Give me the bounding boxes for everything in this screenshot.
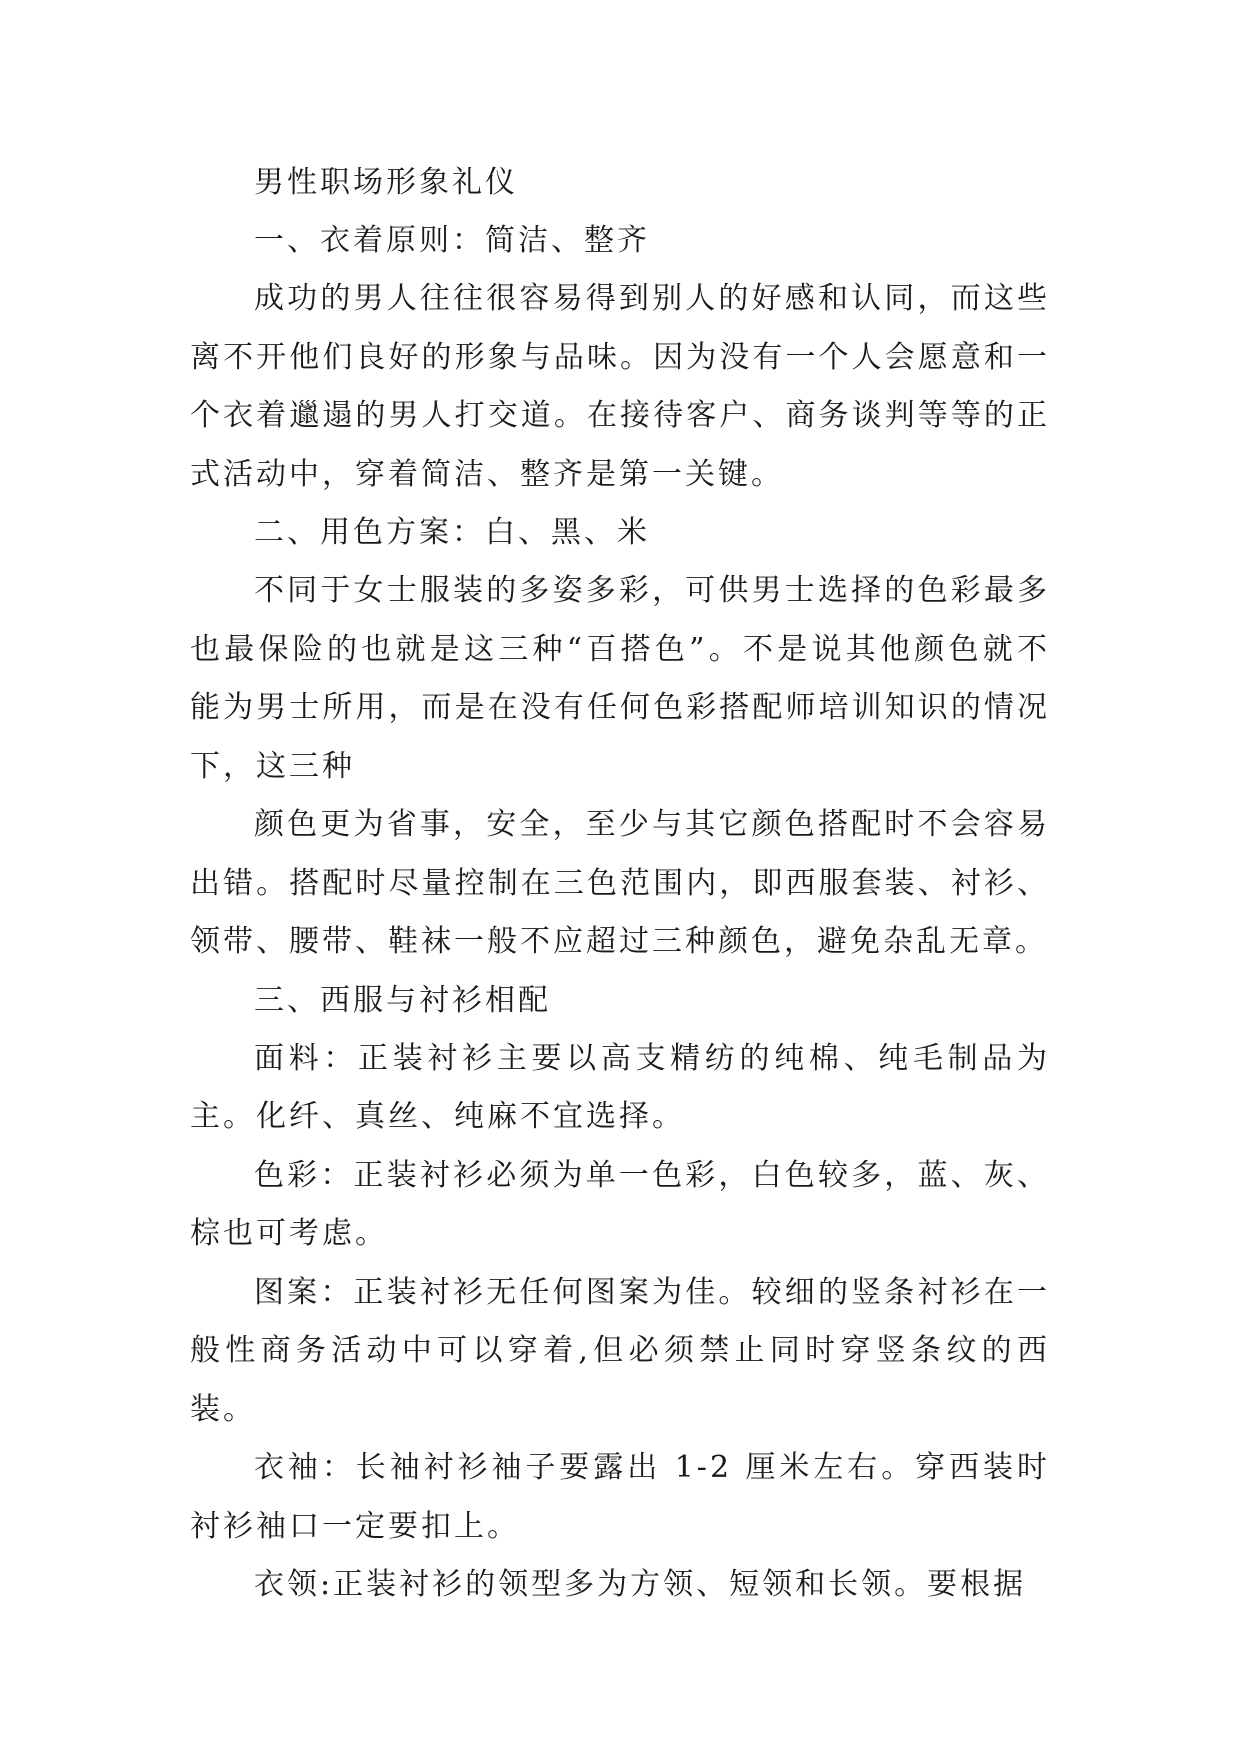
paragraph-fabric: 面料：正装衬衫主要以高支精纺的纯棉、纯毛制品为主。化纤、真丝、纯麻不宜选择。 [190, 1040, 1050, 1134]
section-heading-color-scheme: 二、用色方案：白、黑、米 [254, 515, 650, 550]
section-heading-clothing-principle: 一、衣着原则：简洁、整齐 [254, 223, 650, 258]
document-title: 男性职场形象礼仪 [254, 165, 518, 200]
paragraph-color-scheme: 不同于女士服装的多姿多彩，可供男士选择的色彩最多也最保险的也就是这三种“百搭色”。不是说其他颜色就不能为男士所用，而是在没有任何色彩搭配师培训知识的情况下，这三种 [190, 573, 1050, 784]
paragraph-sleeve: 衣袖：长袖衬衫袖子要露出 1-2 厘米左右。穿西装时衬衫袖口一定要扣上。 [190, 1450, 1050, 1544]
paragraph-pattern: 图案：正装衬衫无任何图案为佳。较细的竖条衬衫在一般性商务活动中可以穿着,但必须禁止同时穿竖条纹的西装。 [190, 1274, 1050, 1427]
paragraph-color-matching: 颜色更为省事，安全，至少与其它颜色搭配时不会容易出错。搭配时尽量控制在三色范围内，即西服套装、衬衫、领带、腰带、鞋袜一般不应超过三种颜色，避免杂乱无章。 [190, 807, 1050, 959]
paragraph-collar: 衣领:正装衬衫的领型多为方领、短领和长领。要根据 [254, 1567, 1027, 1602]
document-body [190, 154, 1050, 1615]
section-heading-suit-shirt: 三、西服与衬衫相配 [254, 982, 551, 1018]
paragraph-color: 色彩：正装衬衫必须为单一色彩，白色较多，蓝、灰、棕也可考虑。 [190, 1157, 1050, 1251]
paragraph-clothing-principle: 成功的男人往往很容易得到别人的好感和认同，而这些离不开他们良好的形象与品味。因为没有一个人会愿意和一个衣着邋遢的男人打交道。在接待客户、商务谈判等等的正式活动中，穿着简洁、整齐是第一关键。 [190, 281, 1050, 492]
